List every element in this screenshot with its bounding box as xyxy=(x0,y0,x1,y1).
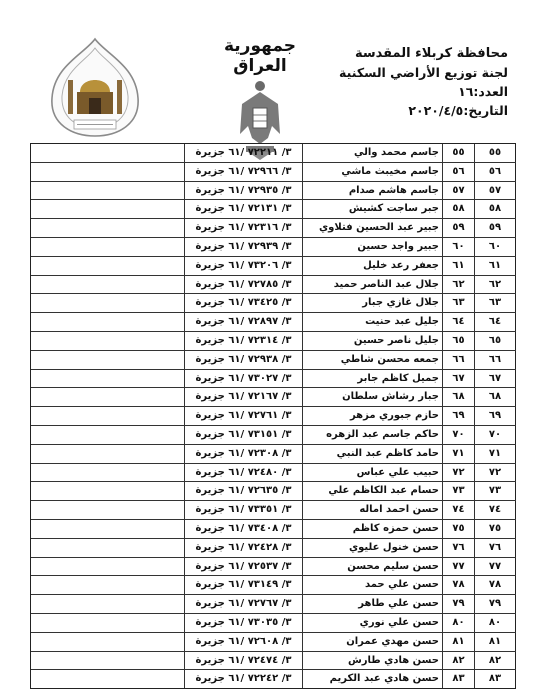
table-row xyxy=(31,633,516,652)
plot-cell: ٣/ ٧٣١٥١ /٦١ جزيرة xyxy=(185,426,303,444)
plot-cell: ٣/ ٧٢٤٨٠ /٦١ جزيرة xyxy=(185,464,303,482)
number-cell: ٥٨ xyxy=(443,200,475,218)
plot-cell: ٣/ ٧٢٥٣٧ /٦١ جزيرة xyxy=(185,558,303,576)
seq-cell: ٦٧ xyxy=(475,370,516,388)
seq-cell: ٧١ xyxy=(475,445,516,463)
plot-cell: ٣/ ٧٢٩٣٩ /٦١ جزيرة xyxy=(185,238,303,256)
plot-cell: ٣/ ٧٢٣١٦ /٦١ جزيرة xyxy=(185,219,303,237)
seq-cell: ٦٠ xyxy=(475,238,516,256)
number-cell: ٦٥ xyxy=(443,332,475,350)
number-cell: ٥٩ xyxy=(443,219,475,237)
table-row xyxy=(31,200,516,219)
number-cell: ٦٠ xyxy=(443,238,475,256)
seq-cell: ٥٧ xyxy=(475,182,516,200)
table-row xyxy=(31,407,516,426)
table-row xyxy=(31,276,516,295)
blank-cell xyxy=(31,501,185,519)
blank-cell xyxy=(31,182,185,200)
table-row xyxy=(31,219,516,238)
table-row xyxy=(31,257,516,276)
number-cell: ٥٧ xyxy=(443,182,475,200)
table-row xyxy=(31,501,516,520)
seq-cell: ٥٦ xyxy=(475,163,516,181)
table-row xyxy=(31,464,516,483)
plot-cell: ٣/ ٧٢٧٦٧ /٦١ جزيرة xyxy=(185,595,303,613)
blank-cell xyxy=(31,332,185,350)
plot-cell: ٣/ ٧٢٤٢٨ /٦١ جزيرة xyxy=(185,539,303,557)
plot-cell: ٣/ ٧٢٦٠٨ /٦١ جزيرة xyxy=(185,633,303,651)
table-row xyxy=(31,388,516,407)
number-cell: ٦٩ xyxy=(443,407,475,425)
table-row xyxy=(31,182,516,201)
issuer-block xyxy=(318,44,508,120)
number-cell: ٦٨ xyxy=(443,388,475,406)
plot-cell: ٣/ ٧٢١٣١ /٦١ جزيرة xyxy=(185,200,303,218)
blank-cell xyxy=(31,558,185,576)
number-cell: ٦٧ xyxy=(443,370,475,388)
name-cell: جاسم مخيبث ماشي xyxy=(303,163,443,181)
document-date: التاريخ:٢٠٢٠/٤/٥ xyxy=(408,103,508,118)
name-cell: جبير عبد الحسين فتلاوي xyxy=(303,219,443,237)
table-row xyxy=(31,576,516,595)
blank-cell xyxy=(31,144,185,162)
plot-cell: ٣/ ٧٣٤٠٨ /٦١ جزيرة xyxy=(185,520,303,538)
name-cell: جمعه محسن شاطي xyxy=(303,351,443,369)
seq-cell: ٨٢ xyxy=(475,652,516,670)
name-cell: حامد كاظم عبد النبي xyxy=(303,445,443,463)
table-row xyxy=(31,332,516,351)
number-cell: ٧٧ xyxy=(443,558,475,576)
table-row xyxy=(31,426,516,445)
number-cell: ٧٨ xyxy=(443,576,475,594)
name-cell: حسن هادي طارش xyxy=(303,652,443,670)
blank-cell xyxy=(31,464,185,482)
table-row xyxy=(31,445,516,464)
table-row xyxy=(31,539,516,558)
plot-cell: ٣/ ٧٣٠٣٥ /٦١ جزيرة xyxy=(185,614,303,632)
blank-cell xyxy=(31,351,185,369)
name-cell: جاسم هاشم صدام xyxy=(303,182,443,200)
blank-cell xyxy=(31,445,185,463)
table-row xyxy=(31,163,516,182)
seq-cell: ٦٦ xyxy=(475,351,516,369)
number-cell: ٥٥ xyxy=(443,144,475,162)
table-row xyxy=(31,482,516,501)
seq-cell: ٨٣ xyxy=(475,670,516,688)
seq-cell: ٧٨ xyxy=(475,576,516,594)
plot-cell: ٣/ ٧٢٩٣٥ /٦١ جزيرة xyxy=(185,182,303,200)
plot-cell: ٣/ ٧٣٣٥١ /٦١ جزيرة xyxy=(185,501,303,519)
plot-cell: ٣/ ٧٢٢٤٢ /٦١ جزيرة xyxy=(185,670,303,688)
table-row xyxy=(31,558,516,577)
number-cell: ٦٦ xyxy=(443,351,475,369)
seq-cell: ٧٠ xyxy=(475,426,516,444)
number-cell: ٧٤ xyxy=(443,501,475,519)
table-row xyxy=(31,313,516,332)
seq-cell: ٦٥ xyxy=(475,332,516,350)
blank-cell xyxy=(31,670,185,688)
name-cell: جبر ساجت كشيش xyxy=(303,200,443,218)
number-cell: ٧٦ xyxy=(443,539,475,557)
number-cell: ٧٩ xyxy=(443,595,475,613)
blank-cell xyxy=(31,238,185,256)
blank-cell xyxy=(31,163,185,181)
seq-cell: ٧٥ xyxy=(475,520,516,538)
blank-cell xyxy=(31,407,185,425)
plot-cell: ٣/ ٧٣٠٢٧ /٦١ جزيرة xyxy=(185,370,303,388)
committee-name: لجنة توزيع الأراضي السكنية xyxy=(339,65,508,80)
seq-cell: ٧٧ xyxy=(475,558,516,576)
table-row xyxy=(31,370,516,389)
name-cell: جلال عبد الناصر حميد xyxy=(303,276,443,294)
table-row xyxy=(31,652,516,671)
plot-cell: ٣/ ٧٢٧٦١ /٦١ جزيرة xyxy=(185,407,303,425)
number-cell: ٨٣ xyxy=(443,670,475,688)
blank-cell xyxy=(31,633,185,651)
name-cell: جبير واجد حسين xyxy=(303,238,443,256)
blank-cell xyxy=(31,520,185,538)
name-cell: جبار رشاش سلطان xyxy=(303,388,443,406)
plot-cell: ٣/ ٧٢٩٣٨ /٦١ جزيرة xyxy=(185,351,303,369)
blank-cell xyxy=(31,614,185,632)
number-cell: ٧١ xyxy=(443,445,475,463)
blank-cell xyxy=(31,276,185,294)
number-cell: ٨٢ xyxy=(443,652,475,670)
table-row xyxy=(31,144,516,163)
name-cell: حسن مهدي عمران xyxy=(303,633,443,651)
name-cell: حبيب علي عباس xyxy=(303,464,443,482)
number-cell: ٨١ xyxy=(443,633,475,651)
name-cell: حاكم جاسم عبد الزهره xyxy=(303,426,443,444)
name-cell: جعفر رعد خليل xyxy=(303,257,443,275)
seq-cell: ٦٩ xyxy=(475,407,516,425)
name-cell: حسام عبد الكاظم علي xyxy=(303,482,443,500)
blank-cell xyxy=(31,294,185,312)
blank-cell xyxy=(31,426,185,444)
name-cell: حسن هادي عبد الكريم xyxy=(303,670,443,688)
number-cell: ٦١ xyxy=(443,257,475,275)
number-cell: ٦٣ xyxy=(443,294,475,312)
seq-cell: ٦٨ xyxy=(475,388,516,406)
name-cell: حسن سليم محسن xyxy=(303,558,443,576)
name-cell: حسن علي طاهر xyxy=(303,595,443,613)
number-cell: ٦٤ xyxy=(443,313,475,331)
blank-cell xyxy=(31,313,185,331)
seq-cell: ٥٨ xyxy=(475,200,516,218)
seq-cell: ٧٩ xyxy=(475,595,516,613)
number-cell: ٧٣ xyxy=(443,482,475,500)
blank-cell xyxy=(31,257,185,275)
seq-cell: ٨٠ xyxy=(475,614,516,632)
table-row xyxy=(31,294,516,313)
name-cell: حازم جبوري مزهر xyxy=(303,407,443,425)
document-number: العدد:١٦ xyxy=(458,84,508,99)
number-cell: ٧٢ xyxy=(443,464,475,482)
blank-cell xyxy=(31,539,185,557)
plot-cell: ٣/ ٧٣٤٢٥ /٦١ جزيرة xyxy=(185,294,303,312)
table-row xyxy=(31,614,516,633)
plot-cell: ٣/ ٧٢٦٣٥ /٦١ جزيرة xyxy=(185,482,303,500)
blank-cell xyxy=(31,482,185,500)
plot-cell: ٣/ ٧٢٣٠٨ /٦١ جزيرة xyxy=(185,445,303,463)
name-cell: جليل عبد حنيت xyxy=(303,313,443,331)
number-cell: ٦٢ xyxy=(443,276,475,294)
name-cell: جاسم محمد والي xyxy=(303,144,443,162)
blank-cell xyxy=(31,652,185,670)
plot-cell: ٣/ ٧٣١٤٩ /٦١ جزيرة xyxy=(185,576,303,594)
name-cell: حسن خنول عليوي xyxy=(303,539,443,557)
seq-cell: ٧٢ xyxy=(475,464,516,482)
name-cell: جليل ناصر حسين xyxy=(303,332,443,350)
allocation-table xyxy=(30,143,516,689)
blank-cell xyxy=(31,576,185,594)
seq-cell: ٧٤ xyxy=(475,501,516,519)
governorate-name: محافظة كربلاء المقدسة xyxy=(354,46,508,61)
name-cell: جميل كاظم جابر xyxy=(303,370,443,388)
seq-cell: ٧٦ xyxy=(475,539,516,557)
table-row xyxy=(31,351,516,370)
seq-cell: ٧٣ xyxy=(475,482,516,500)
plot-cell: ٣/ ٧٢٨٩٧ /٦١ جزيرة xyxy=(185,313,303,331)
table-row xyxy=(31,520,516,539)
blank-cell xyxy=(31,200,185,218)
blank-cell xyxy=(31,388,185,406)
plot-cell: ٣/ ٧٣٢٠٦ /٦١ جزيرة xyxy=(185,257,303,275)
seq-cell: ٨١ xyxy=(475,633,516,651)
name-cell: حسن احمد اماله xyxy=(303,501,443,519)
plot-cell: ٣/ ٧٢١٦٧ /٦١ جزيرة xyxy=(185,388,303,406)
name-cell: حسن علي نوري xyxy=(303,614,443,632)
shrine-logo xyxy=(44,36,146,140)
blank-cell xyxy=(31,595,185,613)
table-row xyxy=(31,595,516,614)
number-cell: ٧٠ xyxy=(443,426,475,444)
name-cell: جلال غازي جبار xyxy=(303,294,443,312)
plot-cell: ٣/ ٧٢٣١٤ /٦١ جزيرة xyxy=(185,332,303,350)
number-cell: ٨٠ xyxy=(443,614,475,632)
seq-cell: ٦٤ xyxy=(475,313,516,331)
blank-cell xyxy=(31,370,185,388)
name-cell: حسن علي حمد xyxy=(303,576,443,594)
table-row xyxy=(31,670,516,689)
country-name: جمهورية العراق xyxy=(223,36,296,76)
seq-cell: ٦٢ xyxy=(475,276,516,294)
number-cell: ٧٥ xyxy=(443,520,475,538)
seq-cell: ٦٣ xyxy=(475,294,516,312)
blank-cell xyxy=(31,219,185,237)
plot-cell: ٣/ ٧٢٢١١ /٦١ جزيرة xyxy=(185,144,303,162)
seq-cell: ٥٥ xyxy=(475,144,516,162)
plot-cell: ٣/ ٧٢٧٨٥ /٦١ جزيرة xyxy=(185,276,303,294)
number-cell: ٥٦ xyxy=(443,163,475,181)
table-row xyxy=(31,238,516,257)
plot-cell: ٣/ ٧٢٩٦٦ /٦١ جزيرة xyxy=(185,163,303,181)
seq-cell: ٥٩ xyxy=(475,219,516,237)
name-cell: حسن حمزه كاظم xyxy=(303,520,443,538)
seq-cell: ٦١ xyxy=(475,257,516,275)
plot-cell: ٣/ ٧٢٤٧٤ /٦١ جزيرة xyxy=(185,652,303,670)
